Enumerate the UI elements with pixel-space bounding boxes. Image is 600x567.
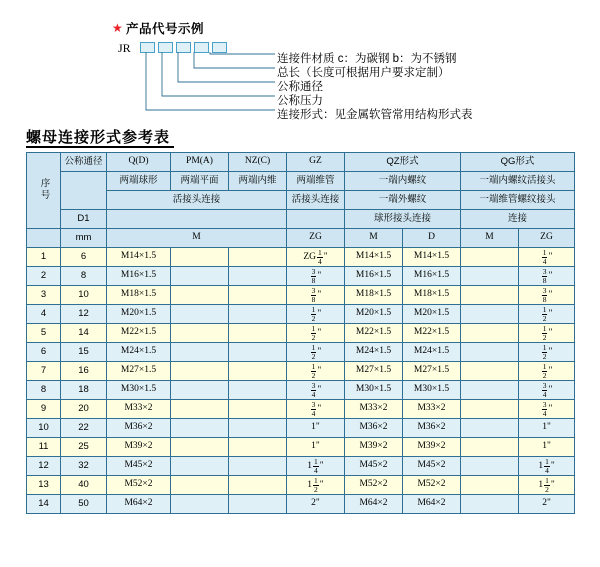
cell-qg-zg: 2": [519, 495, 575, 514]
header-qg-d1: 连接: [461, 210, 575, 229]
cell-q: M22×1.5: [107, 324, 171, 343]
cell-qg-zg: $\frac{3}{4}$ ": [519, 381, 575, 400]
cell-pm: [171, 457, 229, 476]
table-row: [27, 438, 575, 457]
header-code-qz: QZ形式: [345, 153, 461, 172]
cell-dn: 25: [61, 438, 107, 457]
cell-qg-m: [461, 400, 519, 419]
cell-q: M39×2: [107, 438, 171, 457]
cell-dn: 10: [61, 286, 107, 305]
cell-qg-m: [461, 248, 519, 267]
table-row: [27, 381, 575, 400]
table-row: [27, 419, 575, 438]
cell-qg-zg: $\frac{1}{2}$ ": [519, 362, 575, 381]
cell-qz-m: M36×2: [345, 419, 403, 438]
cell-q: M30×1.5: [107, 381, 171, 400]
table-row: [27, 495, 575, 514]
header-unit-m: M: [107, 229, 287, 248]
header-desc-q-2: 活接头连接: [107, 191, 287, 210]
cell-qg-m: [461, 438, 519, 457]
cell-qz-d: M45×2: [403, 457, 461, 476]
cell-qz-m: M27×1.5: [345, 362, 403, 381]
cell-qg-zg: $\frac{3}{8}$ ": [519, 286, 575, 305]
header-unit-qg-zg: ZG: [519, 229, 575, 248]
cell-pm: [171, 286, 229, 305]
cell-qg-zg: $\frac{1}{2}$ ": [519, 305, 575, 324]
cell-pm: [171, 324, 229, 343]
cell-qz-d: M64×2: [403, 495, 461, 514]
cell-q: M64×2: [107, 495, 171, 514]
table-row: [27, 457, 575, 476]
cell-qz-d: M24×1.5: [403, 343, 461, 362]
cell-qz-d: M52×2: [403, 476, 461, 495]
table-body: [27, 248, 575, 514]
header-desc-qz-2: 一端外螺纹: [345, 191, 461, 210]
table-row: [27, 324, 575, 343]
cell-pm: [171, 381, 229, 400]
cell-qg-m: [461, 381, 519, 400]
cell-nz: [229, 495, 287, 514]
cell-qz-d: M16×1.5: [403, 267, 461, 286]
cell-seq: 9: [27, 400, 61, 419]
cell-qg-zg: $\frac{3}{4}$ ": [519, 400, 575, 419]
cell-gz: 1": [287, 438, 345, 457]
header-seq: 序号: [27, 153, 61, 229]
cell-seq: 13: [27, 476, 61, 495]
header-unit-mm: mm: [61, 229, 107, 248]
cell-seq: 10: [27, 419, 61, 438]
cell-qz-m: M52×2: [345, 476, 403, 495]
table-header-row-units: [27, 229, 575, 248]
header-code-q: Q(D): [107, 153, 171, 172]
cell-qz-d: M39×2: [403, 438, 461, 457]
cell-nz: [229, 476, 287, 495]
table-title: 螺母连接形式参考表: [26, 129, 171, 146]
cell-nz: [229, 267, 287, 286]
legend-item-nominal-pressure: 公称压力: [277, 95, 323, 107]
cell-seq: 12: [27, 457, 61, 476]
cell-qz-d: M36×2: [403, 419, 461, 438]
header-unit-qz-m: M: [345, 229, 403, 248]
cell-dn: 8: [61, 267, 107, 286]
cell-qg-m: [461, 267, 519, 286]
cell-q: M18×1.5: [107, 286, 171, 305]
cell-qz-m: M30×1.5: [345, 381, 403, 400]
cell-dn: 20: [61, 400, 107, 419]
cell-gz: $\frac{3}{4}$ ": [287, 400, 345, 419]
cell-q: M20×1.5: [107, 305, 171, 324]
table-row: [27, 248, 575, 267]
cell-nz: [229, 305, 287, 324]
header-unit-qz-d: D: [403, 229, 461, 248]
cell-qz-d: M20×1.5: [403, 305, 461, 324]
cell-pm: [171, 305, 229, 324]
cell-q: M36×2: [107, 419, 171, 438]
cell-pm: [171, 495, 229, 514]
cell-gz: $\frac{1}{2}$ ": [287, 324, 345, 343]
cell-nz: [229, 438, 287, 457]
cell-dn: 50: [61, 495, 107, 514]
header-code-nz: NZ(C): [229, 153, 287, 172]
cell-seq: 2: [27, 267, 61, 286]
cell-qg-zg: 1": [519, 438, 575, 457]
header-dn: 公称通径: [61, 153, 107, 172]
cell-qg-zg: 1 $\frac{1}{2}$ ": [519, 476, 575, 495]
header-desc-gz: 两端维管: [287, 172, 345, 191]
cell-dn: 15: [61, 343, 107, 362]
cell-qg-m: [461, 305, 519, 324]
table-row: [27, 400, 575, 419]
cell-pm: [171, 248, 229, 267]
cell-dn: 12: [61, 305, 107, 324]
table-row: [27, 362, 575, 381]
header-unit-qg-m: M: [461, 229, 519, 248]
header-code-gz: GZ: [287, 153, 345, 172]
cell-qz-d: M30×1.5: [403, 381, 461, 400]
cell-pm: [171, 419, 229, 438]
cell-qz-m: M14×1.5: [345, 248, 403, 267]
cell-gz: $\frac{1}{2}$ ": [287, 343, 345, 362]
header-desc-q: 两端球形: [107, 172, 171, 191]
cell-seq: 11: [27, 438, 61, 457]
cell-seq: 6: [27, 343, 61, 362]
cell-gz: $\frac{1}{2}$ ": [287, 362, 345, 381]
header-unit-seq: [27, 229, 61, 248]
cell-qg-zg: $\frac{3}{8}$ ": [519, 267, 575, 286]
table-row: [27, 476, 575, 495]
header-code-pm: PM(A): [171, 153, 229, 172]
legend-item-connection-type: 连接形式：见金属软管常用结构形式表: [277, 109, 473, 121]
cell-qg-m: [461, 324, 519, 343]
cell-gz: 2": [287, 495, 345, 514]
cell-nz: [229, 286, 287, 305]
header-desc-qg-1: 一端内螺纹活接头: [461, 172, 575, 191]
cell-qz-d: M18×1.5: [403, 286, 461, 305]
cell-qz-m: M45×2: [345, 457, 403, 476]
header-d1: D1: [61, 210, 107, 229]
cell-dn: 16: [61, 362, 107, 381]
cell-qg-m: [461, 495, 519, 514]
cell-qg-zg: $\frac{1}{2}$ ": [519, 343, 575, 362]
cell-pm: [171, 438, 229, 457]
cell-qg-m: [461, 419, 519, 438]
cell-pm: [171, 362, 229, 381]
cell-q: M14×1.5: [107, 248, 171, 267]
cell-qg-m: [461, 362, 519, 381]
cell-qg-m: [461, 286, 519, 305]
table-header-row-4: [27, 210, 575, 229]
cell-nz: [229, 381, 287, 400]
cell-dn: 22: [61, 419, 107, 438]
cell-qz-m: M18×1.5: [345, 286, 403, 305]
header-gz-blank: [287, 210, 345, 229]
cell-qz-d: M22×1.5: [403, 324, 461, 343]
cell-pm: [171, 400, 229, 419]
cell-qz-m: M39×2: [345, 438, 403, 457]
cell-pm: [171, 343, 229, 362]
cell-gz: 1": [287, 419, 345, 438]
cell-pm: [171, 267, 229, 286]
cell-gz: 1 $\frac{1}{2}$ ": [287, 476, 345, 495]
cell-nz: [229, 419, 287, 438]
cell-dn: 18: [61, 381, 107, 400]
cell-dn: 40: [61, 476, 107, 495]
cell-qg-zg: 1": [519, 419, 575, 438]
cell-qz-m: M24×1.5: [345, 343, 403, 362]
cell-qg-zg: 1 $\frac{1}{4}$ ": [519, 457, 575, 476]
star-icon: ★: [112, 21, 123, 35]
cell-gz: ZG $\frac{1}{4}$ ": [287, 248, 345, 267]
cell-dn: 32: [61, 457, 107, 476]
table-header-row-2: [27, 172, 575, 191]
cell-qz-m: M64×2: [345, 495, 403, 514]
cell-qz-m: M33×2: [345, 400, 403, 419]
cell-dn: 6: [61, 248, 107, 267]
cell-qz-d: M27×1.5: [403, 362, 461, 381]
title-underline: [26, 146, 174, 148]
nut-connection-table: [26, 152, 575, 514]
cell-qg-m: [461, 476, 519, 495]
table-row: [27, 343, 575, 362]
header-qz-d1: 球形接头连接: [345, 210, 461, 229]
header-dn-blank: [61, 172, 107, 210]
table-row: [27, 286, 575, 305]
cell-gz: $\frac{1}{2}$ ": [287, 305, 345, 324]
cell-seq: 7: [27, 362, 61, 381]
header-d1-blank: [107, 210, 287, 229]
header-desc-pm: 两端平面: [171, 172, 229, 191]
cell-nz: [229, 457, 287, 476]
legend-item-length: 总长（长度可根据用户要求定制）: [277, 67, 450, 79]
cell-pm: [171, 476, 229, 495]
cell-nz: [229, 324, 287, 343]
header-desc-nz: 两端内维: [229, 172, 287, 191]
table-header-row-1: [27, 153, 575, 172]
legend-item-nominal-diameter: 公称通径: [277, 81, 323, 93]
cell-q: M45×2: [107, 457, 171, 476]
cell-seq: 3: [27, 286, 61, 305]
cell-gz: 1 $\frac{1}{4}$ ": [287, 457, 345, 476]
cell-q: M33×2: [107, 400, 171, 419]
cell-q: M27×1.5: [107, 362, 171, 381]
legend-item-material: 连接件材质 c：为碳钢 b：为不锈钢: [277, 53, 457, 65]
cell-gz: $\frac{3}{4}$ ": [287, 381, 345, 400]
header-unit-zg: ZG: [287, 229, 345, 248]
cell-qg-m: [461, 343, 519, 362]
cell-nz: [229, 400, 287, 419]
cell-gz: $\frac{3}{8}$ ": [287, 267, 345, 286]
cell-gz: $\frac{3}{8}$ ": [287, 286, 345, 305]
cell-q: M24×1.5: [107, 343, 171, 362]
header-desc-gz-2: 活接头连接: [287, 191, 345, 210]
cell-qz-d: M14×1.5: [403, 248, 461, 267]
cell-seq: 4: [27, 305, 61, 324]
header-desc-qg-2: 一端维管螺纹接头: [461, 191, 575, 210]
cell-qg-zg: $\frac{1}{2}$ ": [519, 324, 575, 343]
cell-seq: 14: [27, 495, 61, 514]
cell-q: M16×1.5: [107, 267, 171, 286]
cell-seq: 8: [27, 381, 61, 400]
cell-qz-m: M20×1.5: [345, 305, 403, 324]
cell-nz: [229, 248, 287, 267]
table-header-row-3: [27, 191, 575, 210]
table-row: [27, 305, 575, 324]
code-prefix: JR: [118, 41, 131, 55]
cell-qz-m: M22×1.5: [345, 324, 403, 343]
cell-q: M52×2: [107, 476, 171, 495]
cell-qz-m: M16×1.5: [345, 267, 403, 286]
cell-qz-d: M33×2: [403, 400, 461, 419]
header-desc-qz-1: 一端内螺纹: [345, 172, 461, 191]
header-code-qg: QG形式: [461, 153, 575, 172]
cell-seq: 1: [27, 248, 61, 267]
table-row: [27, 267, 575, 286]
cell-seq: 5: [27, 324, 61, 343]
cell-nz: [229, 343, 287, 362]
diagram-title: 产品代号示例: [126, 22, 205, 36]
cell-qg-zg: $\frac{1}{4}$ ": [519, 248, 575, 267]
cell-dn: 14: [61, 324, 107, 343]
product-code-diagram: [0, 0, 600, 121]
cell-nz: [229, 362, 287, 381]
cell-qg-m: [461, 457, 519, 476]
